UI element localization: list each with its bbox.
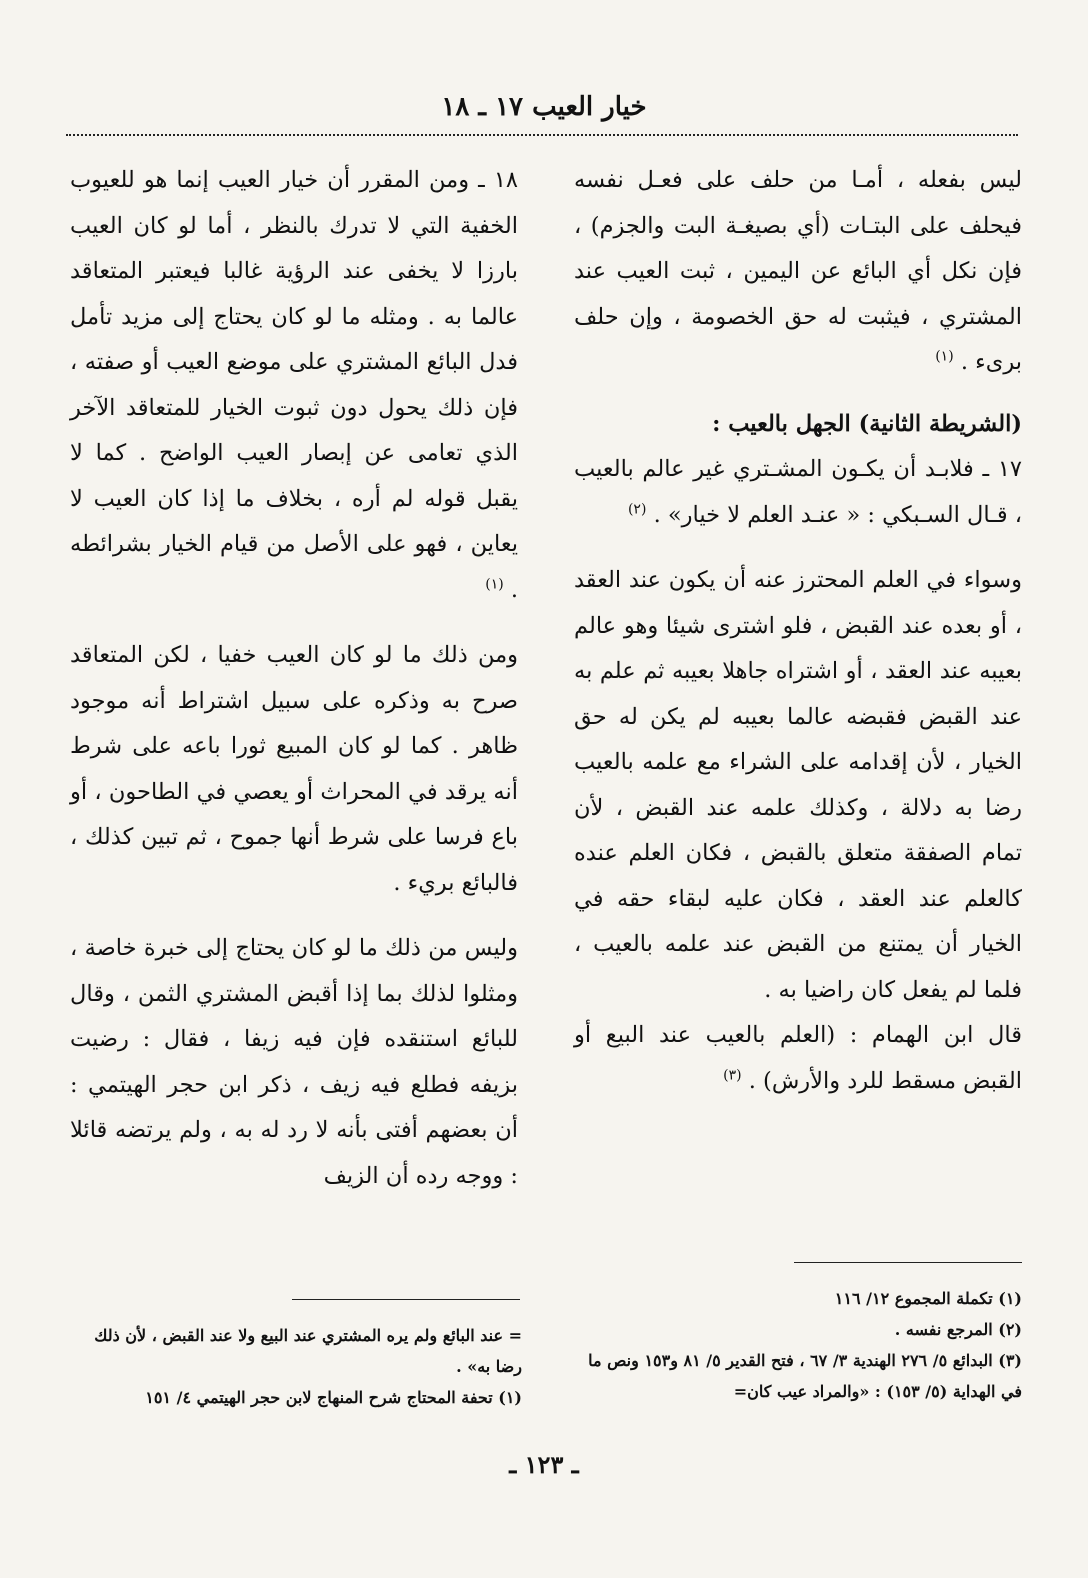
running-header: خيار العيب ١٧ ـ ١٨ [441, 92, 647, 122]
paragraph [574, 1013, 1022, 1104]
paragraph-text: ١٧ ـ فلابـد أن يكـون المشـتري غير عالم بالعيب ، قـال السـبكي : « عنـد العلم لا خيار» . [574, 456, 1022, 528]
footnote-ref: (١) [485, 576, 504, 592]
paragraph-text: قال ابن الهمام : (العلم بالعيب عند البيع أو القبض مسقط للرد والأرش) . [574, 1022, 1022, 1094]
footnote-rule [292, 1299, 520, 1300]
footnote-ref: (٢) [627, 501, 647, 517]
right-column [574, 158, 1022, 1104]
footnote: (٣) البدائع ٥/ ٢٧٦ الهندية ٣/ ٦٧ ، فتح القدير ٥/ ٨١ و١٥٣ ونص ما في الهداية (٥/ ١٥٣) : «والمراد عيب كان= [588, 1351, 1022, 1401]
paragraph [574, 447, 1022, 538]
paragraph: وليس من ذلك ما لو كان يحتاج إلى خبرة خاصة ، ومثلوا لذلك بما إذا أقبض المشتري الثمن ، وقال للبائع استنقده فإن فيه زيفا ، فقال : رضيت بزيفه فطلع فيه زيف ، ذكر ابن حجر الهيتمي : أن بعضهم أفتى بأنه لا رد له به ، ولم يرتضه قائلا : ووجه رده أن الزيف [70, 935, 518, 1189]
footnote-rule [794, 1262, 1022, 1263]
paragraph-text: ١٨ ـ ومن المقرر أن خيار العيب إنما هو للعيوب الخفية التي لا تدرك بالنظر ، أما لو كان العيب بارزا لا يخفى عند الرؤية غالبا فيعتبر المتعاقد عالما به . ومثله ما لو كان يحتاج إلى مزيد تأمل فدل البائع المشتري على موضع العيب أو صفته ، فإن ذلك يحول دون ثبوت الخيار للمتعاقد الآخر الذي تعامى عن إبصار العيب الواضح . كما لا يقبل قوله لم أره ، بخلاف ما إذا كان العيب لا يعاين ، فهو على الأصل من قيام الخيار بشرائطه . [70, 167, 518, 603]
left-column [70, 158, 518, 1199]
footnote: (١) تحفة المحتاج شرح المنهاج لابن حجر الهيتمي ٤/ ١٥١ [145, 1388, 522, 1407]
paragraph [70, 158, 518, 613]
paragraph [574, 158, 1022, 386]
footnote: (١) تكملة المجموع ١٢/ ١١٦ [834, 1289, 1022, 1308]
paragraph-text: ليس بفعله ، أمـا من حلف على فعـل نفسه فيحلف على البتـات (أي بصيغـة البت والجزم) ، فإن نكل أي البائع عن اليمين ، ثبت العيب عند المشتري ، فيثبت له حق الخصومة ، وإن حلف برىء . [574, 167, 1022, 375]
footnote: = عند البائع ولم يره المشتري عند البيع ولا عند القبض ، لأن ذلك رضا به» . [94, 1326, 522, 1376]
footnote: (٢) المرجع نفسه . [894, 1320, 1022, 1339]
header-dotted-rule [66, 134, 1018, 136]
footnote-ref: (١) [935, 348, 954, 365]
paragraph: وسواء في العلم المحترز عنه أن يكون عند العقد ، أو بعده عند القبض ، فلو اشترى شيئا وهو عالم بعيبه عند العقد ، أو اشتراه جاهلا بعيبه ثم علم به عند القبض فقبضه عالما بعيبه لم يكن له حق الخيار ، لأن إقدامه على الشراء مع علمه بالعيب رضا به دلالة ، وكذلك علمه عند القبض ، لأن تمام الصفقة متعلق بالقبض ، فكان العلم عنده كالعلم عند العقد ، فكان عليه لبقاء حقه في الخيار أن يمتنع من القبض عند علمه بالعيب ، فلما لم يفعل كان راضيا به . [574, 567, 1022, 1003]
section-heading: (الشريطة الثانية) الجهل بالعيب : [712, 410, 1022, 437]
footnotes-right [574, 1283, 1022, 1407]
paragraph: ومن ذلك ما لو كان العيب خفيا ، لكن المتعاقد صرح به وذكره على سبيل اشتراط أنه موجود ظاهر . كما لو كان المبيع ثورا باعه على شرط أنه يرقد في المحراث أو يعصي في الطاحون ، أو باع فرسا على شرط أنها جموح ، ثم تبين كذلك ، فالبائع بريء . [70, 642, 518, 896]
footnote-ref: (٣) [723, 1067, 742, 1083]
footnotes-left [70, 1320, 522, 1413]
page-number: ـ ١٢٣ ـ [509, 1450, 579, 1479]
